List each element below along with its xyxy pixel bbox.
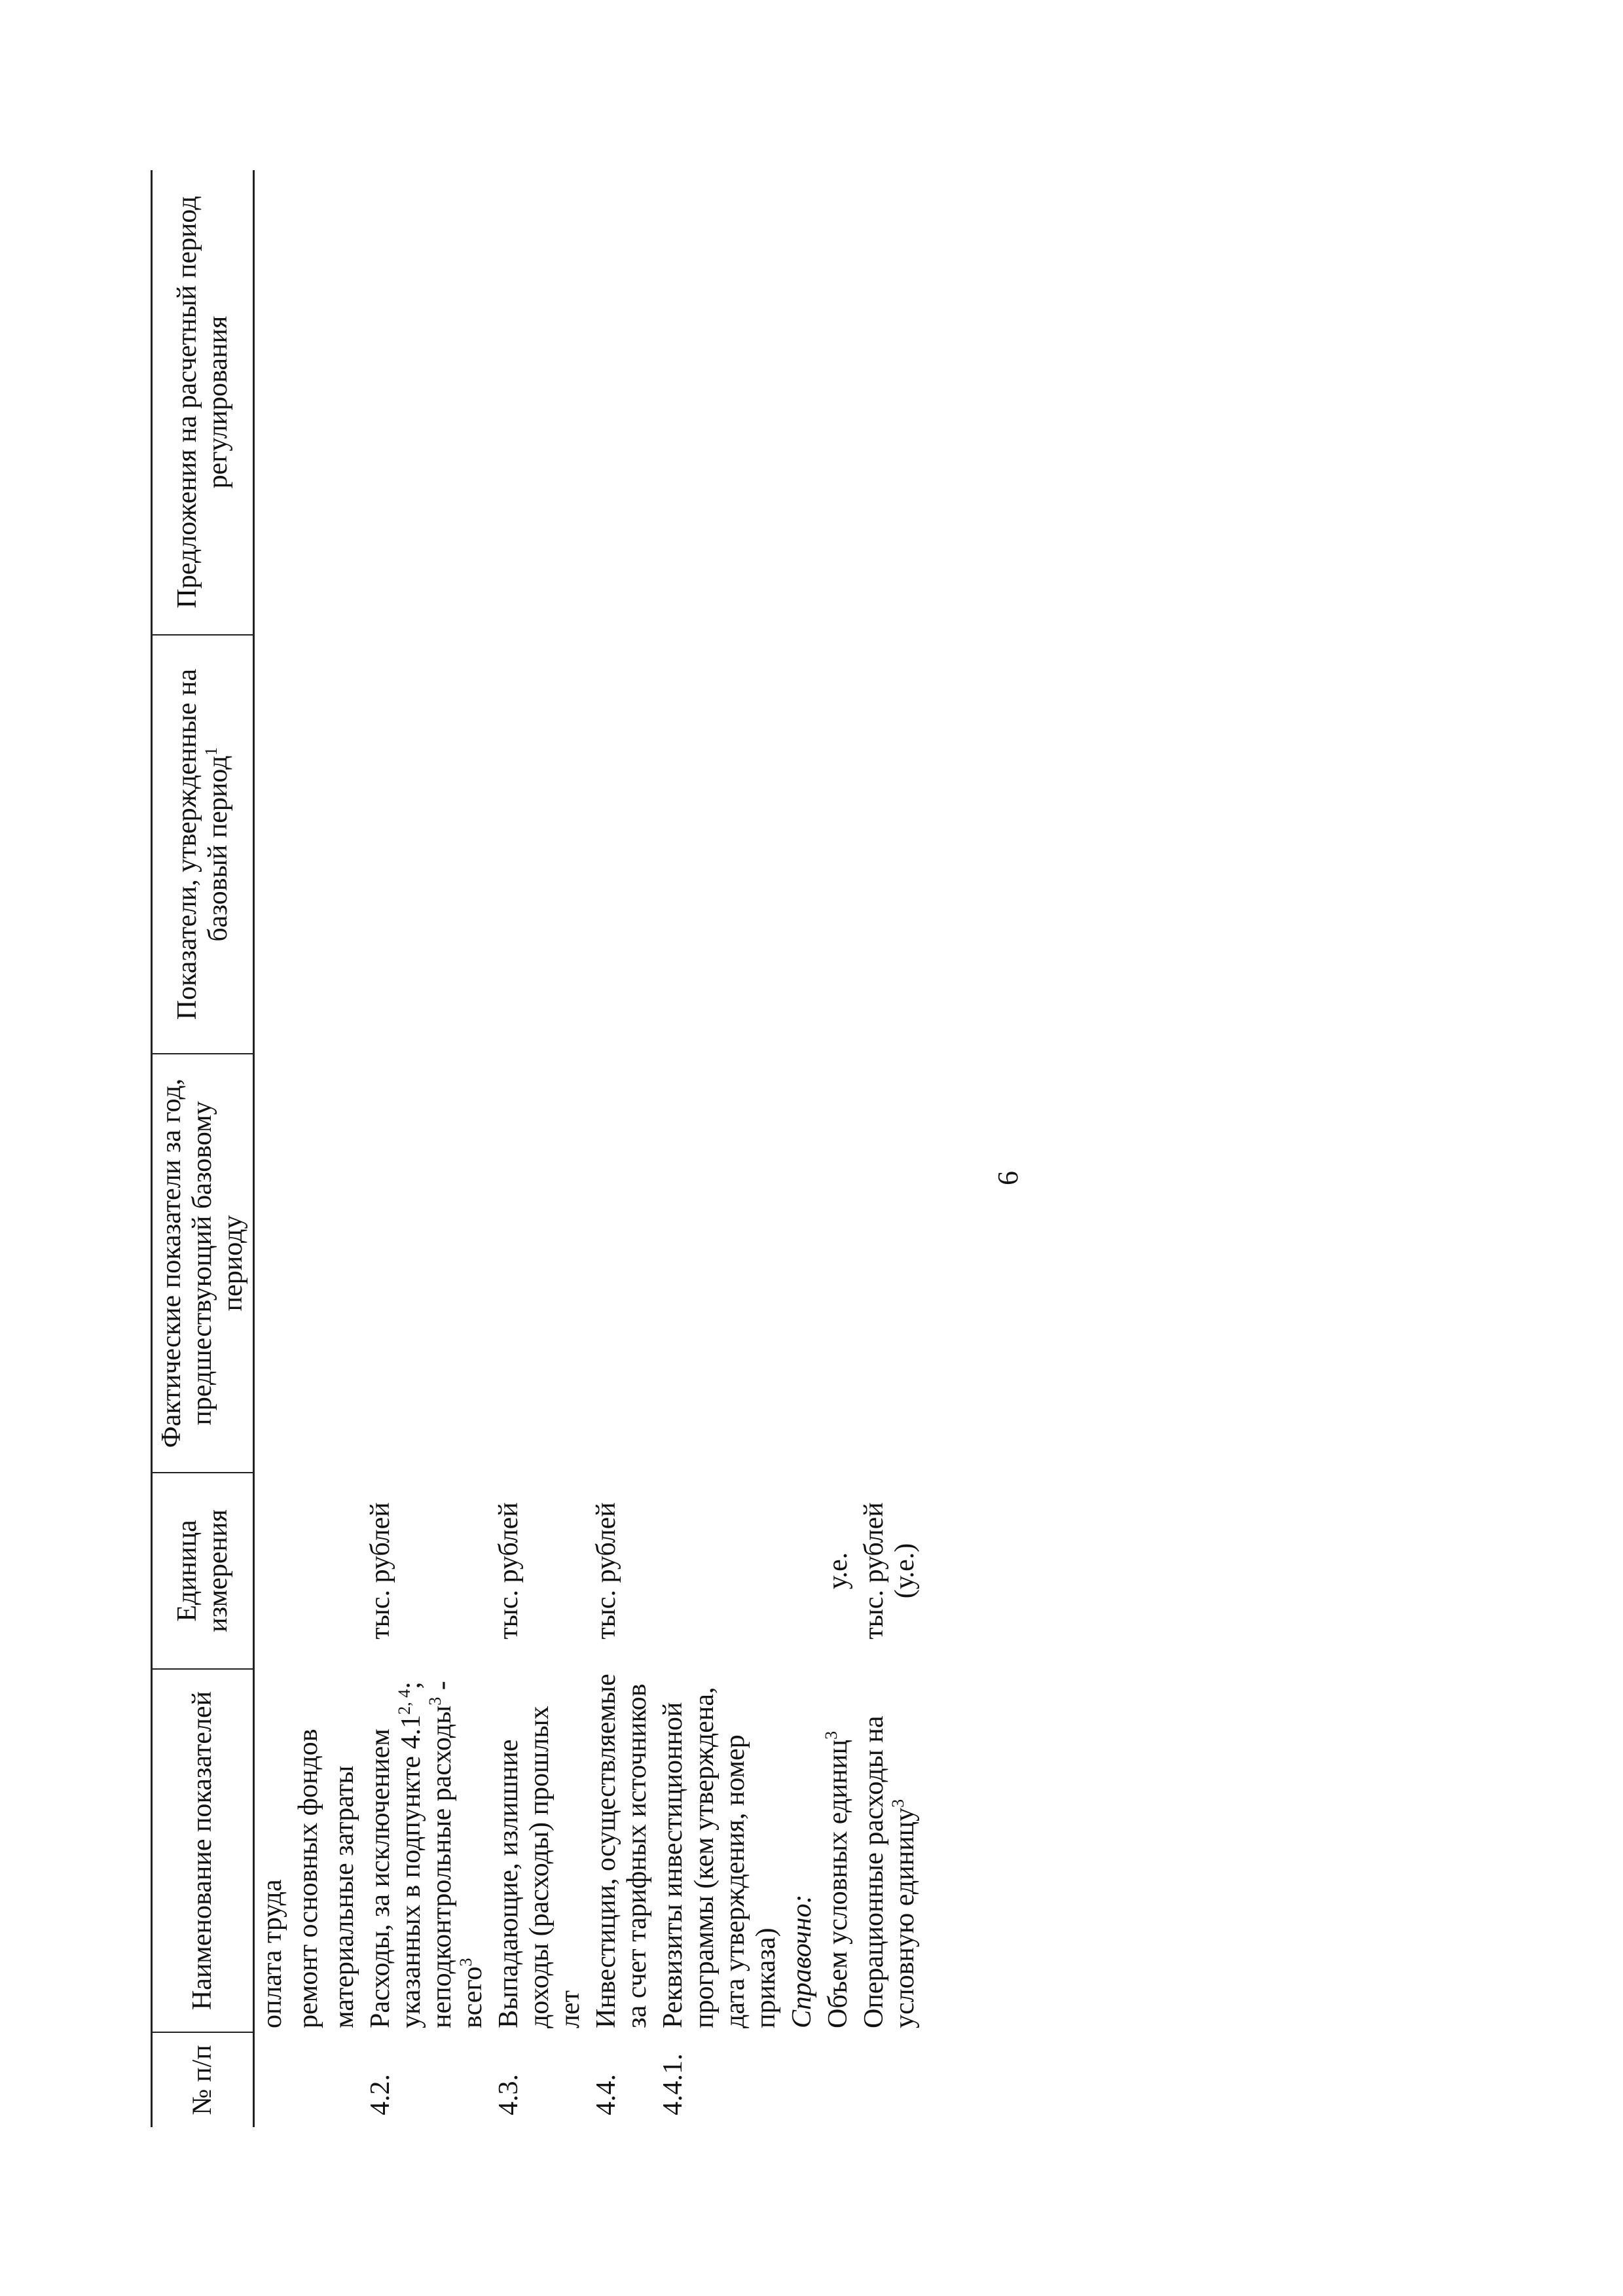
row-unit: тыс. рублей (591, 1502, 622, 1640)
header-approved (152, 635, 254, 1054)
header-approved-text: Показатели, утвержденные на базовый период (172, 668, 233, 1020)
row-proposals (327, 170, 363, 635)
row-num (327, 2032, 363, 2127)
row-unit (655, 1473, 784, 1669)
row-approved (327, 635, 363, 1054)
row-name: Реквизиты инвестиционной программы (кем утверждена, дата утверждения, номер приказа) (658, 1687, 781, 2028)
row-name-part-b: ; неподконтрольные расходы (396, 1681, 458, 2028)
table-row (589, 170, 655, 2127)
row-actual (254, 1054, 291, 1473)
page-number: 6 (992, 1171, 1024, 1185)
table-header-row (152, 170, 254, 2127)
row-proposals (820, 170, 856, 635)
row-unit (327, 1473, 363, 1669)
row-proposals (491, 170, 589, 635)
header-num: № п/п (152, 2032, 254, 2127)
row-approved (856, 635, 923, 1054)
row-proposals (655, 170, 784, 635)
row-actual (363, 1054, 491, 1473)
row-name: Выпадающие, излишние доходы (расходы) прошлых лет (494, 1706, 586, 2028)
row-proposals (291, 170, 327, 635)
row-unit (784, 1473, 820, 1669)
row-name-part-a: Расходы, за исключением указанных в подпункте 4.1 (365, 1714, 427, 2028)
table-row (655, 170, 784, 2127)
row-proposals (856, 170, 923, 635)
row-num (820, 2032, 856, 2127)
row-approved (291, 635, 327, 1054)
row-num: 4.4.1. (658, 2053, 689, 2115)
indicators-table (151, 170, 923, 2127)
row-proposals (363, 170, 491, 635)
header-unit: Единица измерения (152, 1473, 254, 1669)
row-actual (856, 1054, 923, 1473)
row-approved (784, 635, 820, 1054)
header-approved-footnote: 1 (201, 747, 221, 756)
row-approved (363, 635, 491, 1054)
row-name-text: Операционные расходы на условную единицу (858, 1715, 920, 2028)
table-row (491, 170, 589, 2127)
row-unit: тыс. рублей (у.е.) (858, 1502, 920, 1640)
table-row (784, 170, 820, 2127)
row-name: материальные затраты (329, 1765, 360, 2028)
row-actual (655, 1054, 784, 1473)
footnote-ref: 3 (888, 1799, 907, 1808)
table-row (363, 170, 491, 2127)
row-approved (589, 635, 655, 1054)
row-approved (820, 635, 856, 1054)
row-approved (254, 635, 291, 1054)
row-proposals (784, 170, 820, 635)
row-unit: тыс. рублей (494, 1502, 524, 1640)
row-actual (589, 1054, 655, 1473)
row-name (363, 1669, 491, 2032)
row-num (254, 2032, 291, 2127)
table-row (327, 170, 363, 2127)
row-actual (327, 1054, 363, 1473)
header-proposals: Предложения на расчетный период регулирования (152, 170, 254, 635)
header-name: Наименование показателей (152, 1669, 254, 2032)
row-actual (291, 1054, 327, 1473)
row-name: оплата труда (257, 1879, 288, 2028)
row-name: Инвестиции, осуществляемые за счет тарифных источников (591, 1674, 653, 2028)
row-num: 4.2. (365, 2074, 396, 2115)
rotated-page-content (151, 164, 1329, 2127)
table-row (820, 170, 856, 2127)
footnote-ref: 2, 4 (395, 1689, 414, 1715)
footnote-ref: 3 (456, 1958, 476, 1967)
row-name-reference: Справочно: (786, 1894, 817, 2028)
row-unit (254, 1473, 291, 1669)
footnote-ref: 3 (821, 1731, 841, 1740)
row-name-text: Объем условных единиц (822, 1739, 853, 2028)
row-actual (784, 1054, 820, 1473)
row-unit: тыс. рублей (365, 1502, 396, 1640)
row-unit: у.е. (822, 1552, 853, 1590)
row-proposals (254, 170, 291, 635)
row-unit (291, 1473, 327, 1669)
row-name: ремонт основных фондов (293, 1729, 324, 2028)
row-name (820, 1669, 856, 2032)
row-num: 4.4. (591, 2074, 622, 2115)
row-name (856, 1669, 923, 2032)
row-actual (491, 1054, 589, 1473)
row-approved (491, 635, 589, 1054)
row-approved (655, 635, 784, 1054)
row-num (291, 2032, 327, 2127)
row-num (856, 2032, 923, 2127)
footnote-ref: 3 (426, 1696, 445, 1706)
row-num (784, 2032, 820, 2127)
row-proposals (589, 170, 655, 635)
row-num: 4.3. (494, 2074, 524, 2115)
row-name-part-c: - всего (427, 1681, 488, 2028)
table-row (856, 170, 923, 2127)
table-row (254, 170, 291, 2127)
row-actual (820, 1054, 856, 1473)
table-row (291, 170, 327, 2127)
header-actual: Фактические показатели за год, предшествующий базовому периоду (152, 1054, 254, 1473)
